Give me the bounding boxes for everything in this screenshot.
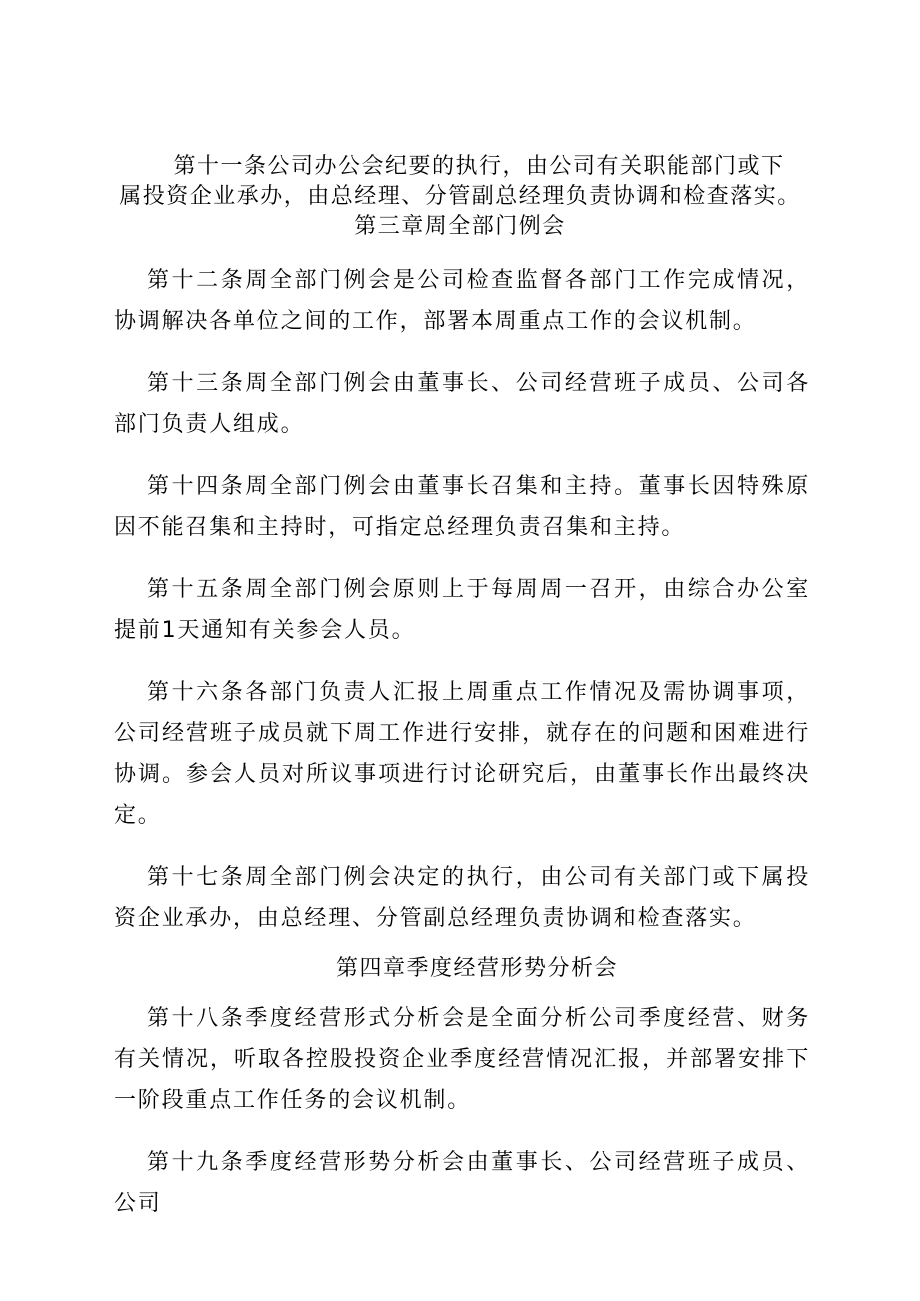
article-13: 第十三条周全部门例会由董事长、公司经营班子成员、公司各部门负责人组成。 [114,371,810,437]
article-15: 第十五条周全部门例会原则上于每周周一召开，由综合办公室提前1天通知有关参会人员。 [114,577,810,643]
article-18: 第十八条季度经营形式分析会是全面分析公司季度经营、财务有关情况，听取各控股投资企业季度经营情况汇报，并部署安排下一阶段重点工作任务的会议机制。 [114,1006,810,1113]
article-12: 第十二条周全部门例会是公司检查监督各部门工作完成情况，协调解决各单位之间的工作，部署本周重点工作的会议机制。 [114,268,810,334]
chapter-3-heading: 第三章周全部门例会 [354,214,566,239]
article-19: 第十九条季度经营形势分析会由董事长、公司经营班子成员、公司 [114,1150,810,1216]
article-14: 第十四条周全部门例会由董事长召集和主持。董事长因特殊原因不能召集和主持时，可指定总经理负责召集和主持。 [114,474,810,540]
intro-block [110,152,810,242]
chapter-4-heading: 第四章季度经营形势分析会 [335,956,618,981]
article-11-line-2: 属投资企业承办，由总经理、分管副总经理负责协调和检查落实。 [119,184,801,209]
document-body [114,260,810,1245]
article-17: 第十七条周全部门例会决定的执行，由公司有关部门或下属投资企业承办，由总经理、分管副总经理负责协调和检查落实。 [114,865,810,931]
article-11-line-1: 第十一条公司办公会纪要的执行，由公司有关职能部门或下 [173,154,785,179]
article-16: 第十六条各部门负责人汇报上周重点工作情况及需协调事项，公司经营班子成员就下周工作进行安排，就存在的问题和困难进行协调。参会人员对所议事项进行讨论研究后，由董事长作出最终决定。 [114,680,810,828]
